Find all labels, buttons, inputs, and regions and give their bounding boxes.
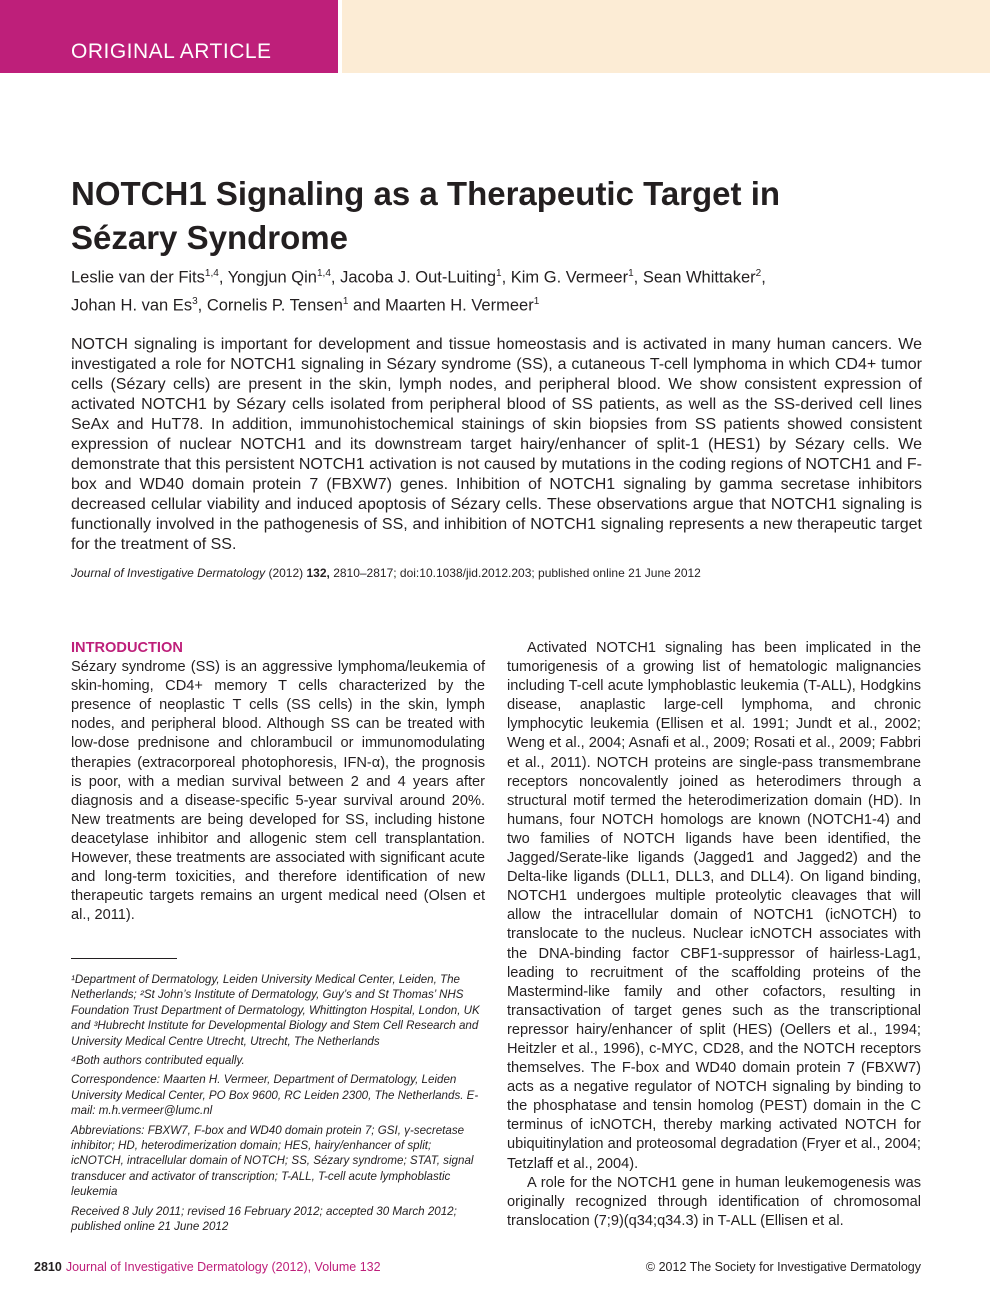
abstract: NOTCH signaling is important for development and tissue homeostasis and is activated in many human cancers. We investigated a role for NOTCH1 signaling in Sézary syndrome (SS), a cutaneous T-cell lymphoma in which CD4+ tumor cells (Sézary cells) are present in the skin, lymph nodes, and peripheral blood. We show consistent expression of activated NOTCH1 by Sézary cells isolated from peripheral blood of SS patients, as well as the SS-derived cell lines SeAx and HuT78. In addition, immunohistochemical stainings of skin biopsies from SS patients showed consistent expression of nuclear NOTCH1 and its downstream target hairy/enhancer of split-1 (HES1) by Sézary cells. We demonstrate that this persistent NOTCH1 activation is not caused by mutations in the coding regions of NOTCH1 and F-box and WD40 domain protein 7 (FBXW7) genes. Inhibition of NOTCH1 signaling by gamma secretase inhibitors decreased cellular viability and induced apoptosis of Sézary cells. These observations argue that NOTCH1 signaling is functionally involved in the pathogenesis of SS, and inhibition of NOTCH1 signaling represents a new therapeutic target for the treatment of SS. — [71, 336, 922, 553]
author-name: Maarten H. Vermeer — [385, 296, 534, 314]
author-name: Cornelis P. Tensen — [206, 296, 343, 314]
author-name: Leslie van der Fits — [71, 268, 205, 287]
author-name: Jacoba J. Out-Luiting — [340, 268, 496, 287]
author-list: Leslie van der Fits$^{1,4}$, Yongjun Qin$^{1,4}$, Jacoba J. Out-Luiting$^1$, Kim G. Vermeer$^1$, Sean Whittaker$^2$, Johan H. van Es$^3$, Cornelis P. Tensen$^1$ and Maarten H. Vermeer$^1$ — [71, 268, 766, 314]
footnotes — [71, 972, 485, 1239]
introduction-paragraph-2: Activated NOTCH1 signaling has been implicated in the tumorigenesis of a growing list of hematologic malignancies including T-cell acute lymphoblastic leukemia (T-ALL), Hodgkins disease, anaplastic large-cell lymphoma, and chronic lymphocytic leukemia (Ellisen et al. 1991; Jundt et al., 2002; Weng et al., 2004; Asnafi et al., 2009; Rosati et al., 2009; Fabbri et al., 2011). NOTCH proteins are single-pass transmembrane receptors noncovalently joined as heterodimers through a structural motif termed the heterodimerization domain (HD). In humans, four NOTCH homologs are known (NOTCH1-4) and two families of NOTCH ligands have been identified, the Jagged/Serate-like ligands (Jagged1 and Jagged2) and the Delta-like ligands (DLL1, DLL3, and DLL4). On ligand binding, NOTCH1 undergoes multiple proteolytic cleavages that will allow the intracellular domain of NOTCH1 (icNOTCH) to translocate to the nucleus. Nuclear icNOTCH associates with the DNA-binding factor CBF1-suppressor of hairless-Lag1, leading to recruitment of the scaffolding proteins of the Mastermind-like family and other cofactors, resulting in transactivation of target genes such as the transcriptional repressor hairy/enhancer of split (HES) (Oellers et al., 1994; Heitzler et al., 1996), c-MYC, CD28, and the NOTCH receptors themselves. The F-box and WD40 domain protein 7 (FBXW7) acts as a negative regulator of NOTCH signaling by binding to the phosphatase and tensin homolog (PEST) domain in the C terminus of icNOTCH, thereby marking activated NOTCH for ubiquitinylation and proteosomal degradation (Fryer et al., 2004; Tetzlaff et al., 2004). — [507, 640, 921, 1172]
author-affiliation: 1 — [628, 268, 634, 279]
introduction-paragraph-1: Sézary syndrome (SS) is an aggressive lymphoma/leukemia of skin-homing, CD4+ memory T cells characterized by the presence of neoplastic T cells (SS cells) in the skin, lymph nodes, and peripheral blood. Although SS can be treated with low-dose prednisone and chlorambucil or immunomodulating therapies (extracorporeal photophoresis, IFN-α), the prognosis is poor, with a median survival between 2 and 4 years after diagnosis and a disease-specific 5-year survival around 20%. New treatments are being developed for SS, including histone deacetylase inhibitor and allogenic stem cell transplantation. However, these treatments are associated with significant acute and long-term toxicities, and therefore identification of new therapeutic targets remains an urgent medical need (Olsen et al., 2011). — [71, 659, 485, 924]
abbreviations-note: Abbreviations: FBXW7, F-box and WD40 domain protein 7; GSI, γ-secretase inhibitor; HD, heterodimerization domain; HES, hairy/enhancer of split; icNOTCH, intracellular domain of NOTCH; SS, Sézary syndrome; STAT, signal transducer and activator of transcription; T-ALL, T-cell acute lymphoblastic leukemia — [71, 1123, 474, 1199]
author-name: Kim G. Vermeer — [510, 268, 629, 287]
citation-year: (2012) — [268, 566, 304, 580]
left-column — [71, 639, 485, 925]
author-affiliation: 3 — [192, 295, 198, 307]
article-title: NOTCH1 Signaling as a Therapeutic Target in Sézary Syndrome — [71, 175, 781, 256]
introduction-paragraph-3: A role for the NOTCH1 gene in human leukemogenesis was originally recognized through identification of chromosomal translocation (7;9)(q34;q34.3) in T-ALL (Ellisen et al. — [507, 1174, 921, 1229]
author-affiliation: 2 — [755, 268, 762, 279]
received-dates-note: Received 8 July 2011; revised 16 February 2012; accepted 30 March 2012; published online 21 June 2012 — [71, 1204, 457, 1234]
footnote-separator — [71, 958, 177, 959]
footer-journal: Journal of Investigative Dermatology (2012), Volume 132 — [65, 1260, 381, 1274]
author-affiliation: 1 — [342, 295, 349, 307]
author-affiliation: 1,4 — [204, 268, 219, 279]
header-band — [342, 0, 990, 73]
author-name: Yongjun Qin — [227, 268, 317, 287]
citation-journal: Journal of Investigative Dermatology — [71, 566, 266, 580]
article-type-label: ORIGINAL ARTICLE — [71, 40, 272, 63]
author-affiliation: 1 — [533, 295, 540, 307]
section-heading-introduction: INTRODUCTION — [71, 640, 183, 656]
author-affiliation: 1 — [496, 268, 502, 279]
citation-line — [71, 565, 701, 581]
equal-contribution-note: ⁴Both authors contributed equally. — [71, 1054, 245, 1068]
citation-details: 2810–2817; doi:10.1038/jid.2012.203; published online 21 June 2012 — [333, 566, 701, 580]
author-name: Johan H. van Es — [71, 296, 193, 314]
citation-volume: 132, — [306, 566, 330, 580]
footer-copyright: © 2012 The Society for Investigative Dermatology — [645, 1260, 921, 1274]
page-number: 2810 — [34, 1260, 62, 1274]
page-footer-left — [34, 1260, 381, 1274]
affiliations-note: ¹Department of Dermatology, Leiden University Medical Center, Leiden, The Netherlands; ²St John’s Institute of Dermatology, Guy’s and St Thomas’ NHS Foundation Trust Department of Dermatology, Whittington Hospital, London, UK and ³Hubrecht Institute for Developmental Biology and Stem Cell Research and University Medical Centre Utrecht, Utrecht, The Netherlands — [71, 973, 480, 1048]
author-affiliation: 1,4 — [317, 268, 331, 279]
correspondence-note: Correspondence: Maarten H. Vermeer, Department of Dermatology, Leiden University Medical Center, PO Box 9600, RC Leiden 2300, The Netherlands. E-mail: m.h.vermeer@lumc.nl — [71, 1073, 479, 1118]
author-name: Sean Whittaker — [642, 268, 756, 287]
right-column — [507, 639, 921, 1231]
